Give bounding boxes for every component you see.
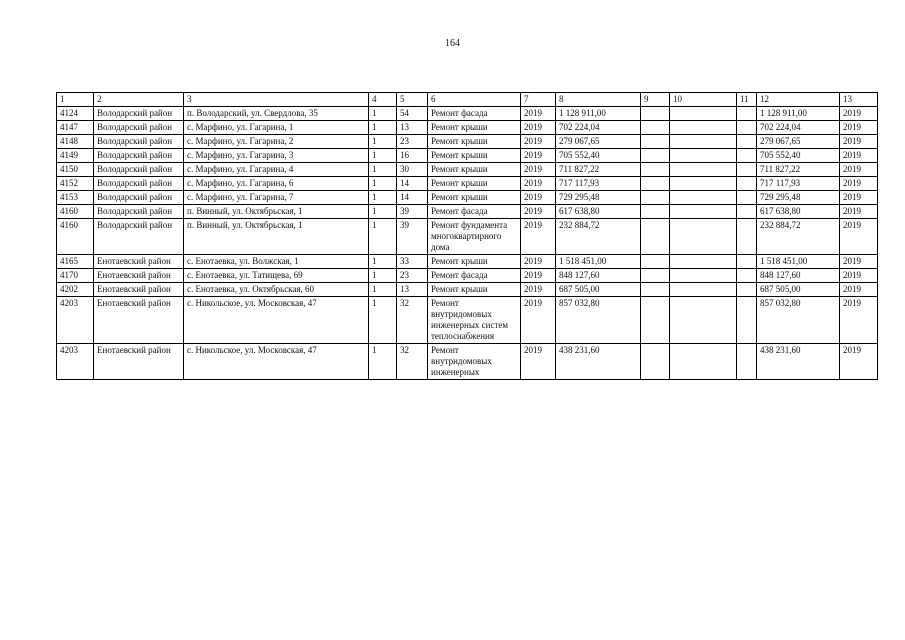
col-5-cell: 54 [397,107,428,121]
record-id-cell: 4160 [57,205,94,219]
record-id-cell: 4202 [57,283,94,297]
col-10-cell [670,283,737,297]
column-header: 9 [641,93,670,107]
table-row [57,107,878,121]
year-cell: 2019 [521,163,556,177]
record-id-cell: 4149 [57,149,94,163]
table-row [57,344,878,380]
work-type-cell: Ремонт крыши [428,191,521,205]
table-row [57,219,878,255]
col-11-cell [737,107,757,121]
year-end-cell: 2019 [840,163,878,177]
district-cell: Енотаевский район [94,297,184,344]
work-type-cell: Ремонт крыши [428,163,521,177]
year-cell: 2019 [521,269,556,283]
year-cell: 2019 [521,135,556,149]
total-cost-cell: 687 505,00 [757,283,840,297]
col-10-cell [670,121,737,135]
total-cost-cell: 729 295,48 [757,191,840,205]
cost-cell: 848 127,60 [556,269,641,283]
address-cell: с. Марфино, ул. Гагарина, 1 [184,121,369,135]
year-end-cell: 2019 [840,149,878,163]
col-4-cell: 1 [369,219,397,255]
district-cell: Володарский район [94,107,184,121]
table-row [57,177,878,191]
col-5-cell: 14 [397,191,428,205]
work-type-cell: Ремонт внутридомовых инженерных [428,344,521,380]
col-11-cell [737,255,757,269]
total-cost-cell: 279 067,65 [757,135,840,149]
column-header: 10 [670,93,737,107]
col-4-cell: 1 [369,177,397,191]
district-cell: Володарский район [94,191,184,205]
col-11-cell [737,283,757,297]
work-type-cell: Ремонт крыши [428,255,521,269]
total-cost-cell: 617 638,80 [757,205,840,219]
address-cell: п. Винный, ул. Октябрьская, 1 [184,219,369,255]
col-9-cell [641,177,670,191]
col-5-cell: 13 [397,283,428,297]
col-11-cell [737,149,757,163]
year-cell: 2019 [521,121,556,135]
cost-cell: 729 295,48 [556,191,641,205]
record-id-cell: 4165 [57,255,94,269]
record-id-cell: 4147 [57,121,94,135]
col-4-cell: 1 [369,205,397,219]
year-cell: 2019 [521,344,556,380]
work-type-cell: Ремонт крыши [428,135,521,149]
address-cell: с. Енотаевка, ул. Волжская, 1 [184,255,369,269]
district-cell: Енотаевский район [94,255,184,269]
address-cell: п. Винный, ул. Октябрьская, 1 [184,205,369,219]
cost-cell: 717 117,93 [556,177,641,191]
col-11-cell [737,205,757,219]
col-10-cell [670,297,737,344]
col-9-cell [641,255,670,269]
column-header: 7 [521,93,556,107]
address-cell: с. Марфино, ул. Гагарина, 7 [184,191,369,205]
column-header: 2 [94,93,184,107]
total-cost-cell: 717 117,93 [757,177,840,191]
col-9-cell [641,269,670,283]
district-cell: Володарский район [94,149,184,163]
col-11-cell [737,191,757,205]
work-type-cell: Ремонт крыши [428,121,521,135]
cost-cell: 279 067,65 [556,135,641,149]
year-end-cell: 2019 [840,297,878,344]
total-cost-cell: 705 552,40 [757,149,840,163]
district-cell: Володарский район [94,177,184,191]
table-row [57,205,878,219]
col-5-cell: 13 [397,121,428,135]
table-row [57,121,878,135]
year-cell: 2019 [521,297,556,344]
col-10-cell [670,107,737,121]
col-5-cell: 16 [397,149,428,163]
column-header: 11 [737,93,757,107]
year-cell: 2019 [521,255,556,269]
total-cost-cell: 1 518 451,00 [757,255,840,269]
col-10-cell [670,163,737,177]
col-9-cell [641,297,670,344]
col-5-cell: 14 [397,177,428,191]
year-end-cell: 2019 [840,344,878,380]
column-header: 13 [840,93,878,107]
col-11-cell [737,177,757,191]
district-cell: Володарский район [94,135,184,149]
work-type-cell: Ремонт внутридомовых инженерных систем теплоснабжения [428,297,521,344]
col-4-cell: 1 [369,149,397,163]
col-5-cell: 33 [397,255,428,269]
col-4-cell: 1 [369,135,397,149]
table-row [57,149,878,163]
col-10-cell [670,177,737,191]
table-row [57,255,878,269]
year-end-cell: 2019 [840,135,878,149]
col-5-cell: 23 [397,269,428,283]
address-cell: с. Марфино, ул. Гагарина, 6 [184,177,369,191]
year-end-cell: 2019 [840,269,878,283]
cost-cell: 232 884,72 [556,219,641,255]
col-5-cell: 23 [397,135,428,149]
district-cell: Енотаевский район [94,283,184,297]
address-cell: п. Володарский, ул. Свердлова, 35 [184,107,369,121]
col-5-cell: 39 [397,205,428,219]
column-header: 12 [757,93,840,107]
col-4-cell: 1 [369,297,397,344]
record-id-cell: 4203 [57,297,94,344]
year-cell: 2019 [521,283,556,297]
col-10-cell [670,344,737,380]
district-cell: Енотаевский район [94,269,184,283]
year-end-cell: 2019 [840,191,878,205]
col-5-cell: 39 [397,219,428,255]
col-10-cell [670,255,737,269]
col-10-cell [670,135,737,149]
cost-cell: 711 827,22 [556,163,641,177]
work-type-cell: Ремонт фасада [428,205,521,219]
address-cell: с. Енотаевка, ул. Октябрьская, 60 [184,283,369,297]
year-end-cell: 2019 [840,177,878,191]
col-4-cell: 1 [369,255,397,269]
col-10-cell [670,149,737,163]
column-number-header-row [57,93,878,107]
table-row [57,135,878,149]
column-header: 8 [556,93,641,107]
year-end-cell: 2019 [840,121,878,135]
col-5-cell: 32 [397,297,428,344]
column-header: 6 [428,93,521,107]
col-9-cell [641,219,670,255]
record-id-cell: 4152 [57,177,94,191]
address-cell: с. Никольское, ул. Московская, 47 [184,297,369,344]
year-cell: 2019 [521,177,556,191]
cost-cell: 1 518 451,00 [556,255,641,269]
cost-cell: 617 638,80 [556,205,641,219]
district-cell: Володарский район [94,219,184,255]
year-cell: 2019 [521,219,556,255]
col-9-cell [641,149,670,163]
col-9-cell [641,344,670,380]
col-4-cell: 1 [369,191,397,205]
year-cell: 2019 [521,205,556,219]
col-9-cell [641,191,670,205]
year-cell: 2019 [521,149,556,163]
col-11-cell [737,163,757,177]
col-9-cell [641,135,670,149]
col-4-cell: 1 [369,269,397,283]
total-cost-cell: 848 127,60 [757,269,840,283]
col-4-cell: 1 [369,344,397,380]
work-type-cell: Ремонт крыши [428,177,521,191]
col-4-cell: 1 [369,163,397,177]
table-row [57,163,878,177]
address-cell: с. Никольское, ул. Московская, 47 [184,344,369,380]
col-5-cell: 32 [397,344,428,380]
col-4-cell: 1 [369,107,397,121]
record-id-cell: 4203 [57,344,94,380]
total-cost-cell: 232 884,72 [757,219,840,255]
record-id-cell: 4160 [57,219,94,255]
table-row [57,191,878,205]
work-type-cell: Ремонт фундамента многоквартирного дома [428,219,521,255]
total-cost-cell: 438 231,60 [757,344,840,380]
work-type-cell: Ремонт крыши [428,149,521,163]
record-id-cell: 4124 [57,107,94,121]
column-header: 5 [397,93,428,107]
col-10-cell [670,269,737,283]
year-cell: 2019 [521,191,556,205]
cost-cell: 687 505,00 [556,283,641,297]
col-11-cell [737,344,757,380]
col-4-cell: 1 [369,283,397,297]
district-cell: Енотаевский район [94,344,184,380]
address-cell: с. Марфино, ул. Гагарина, 3 [184,149,369,163]
year-end-cell: 2019 [840,255,878,269]
total-cost-cell: 702 224,04 [757,121,840,135]
record-id-cell: 4150 [57,163,94,177]
col-9-cell [641,163,670,177]
record-id-cell: 4153 [57,191,94,205]
work-type-cell: Ремонт фасада [428,269,521,283]
col-10-cell [670,219,737,255]
record-id-cell: 4170 [57,269,94,283]
cost-cell: 438 231,60 [556,344,641,380]
table-row [57,283,878,297]
col-11-cell [737,121,757,135]
total-cost-cell: 1 128 911,00 [757,107,840,121]
record-id-cell: 4148 [57,135,94,149]
page-number: 164 [445,38,460,49]
table-row [57,269,878,283]
col-11-cell [737,135,757,149]
col-5-cell: 30 [397,163,428,177]
column-header: 4 [369,93,397,107]
address-cell: с. Марфино, ул. Гагарина, 2 [184,135,369,149]
col-9-cell [641,107,670,121]
cost-cell: 857 032,80 [556,297,641,344]
column-header: 1 [57,93,94,107]
address-cell: с. Енотаевка, ул. Татищева, 69 [184,269,369,283]
col-10-cell [670,205,737,219]
total-cost-cell: 857 032,80 [757,297,840,344]
column-header: 3 [184,93,369,107]
year-end-cell: 2019 [840,107,878,121]
col-9-cell [641,283,670,297]
year-cell: 2019 [521,107,556,121]
col-11-cell [737,269,757,283]
cost-cell: 1 128 911,00 [556,107,641,121]
year-end-cell: 2019 [840,205,878,219]
district-cell: Володарский район [94,163,184,177]
cost-cell: 702 224,04 [556,121,641,135]
program-table [56,92,878,380]
year-end-cell: 2019 [840,219,878,255]
work-type-cell: Ремонт крыши [428,283,521,297]
col-4-cell: 1 [369,121,397,135]
cost-cell: 705 552,40 [556,149,641,163]
work-type-cell: Ремонт фасада [428,107,521,121]
col-9-cell [641,205,670,219]
col-10-cell [670,191,737,205]
district-cell: Володарский район [94,121,184,135]
district-cell: Володарский район [94,205,184,219]
address-cell: с. Марфино, ул. Гагарина, 4 [184,163,369,177]
col-9-cell [641,121,670,135]
table-row [57,297,878,344]
col-11-cell [737,219,757,255]
year-end-cell: 2019 [840,283,878,297]
col-11-cell [737,297,757,344]
total-cost-cell: 711 827,22 [757,163,840,177]
